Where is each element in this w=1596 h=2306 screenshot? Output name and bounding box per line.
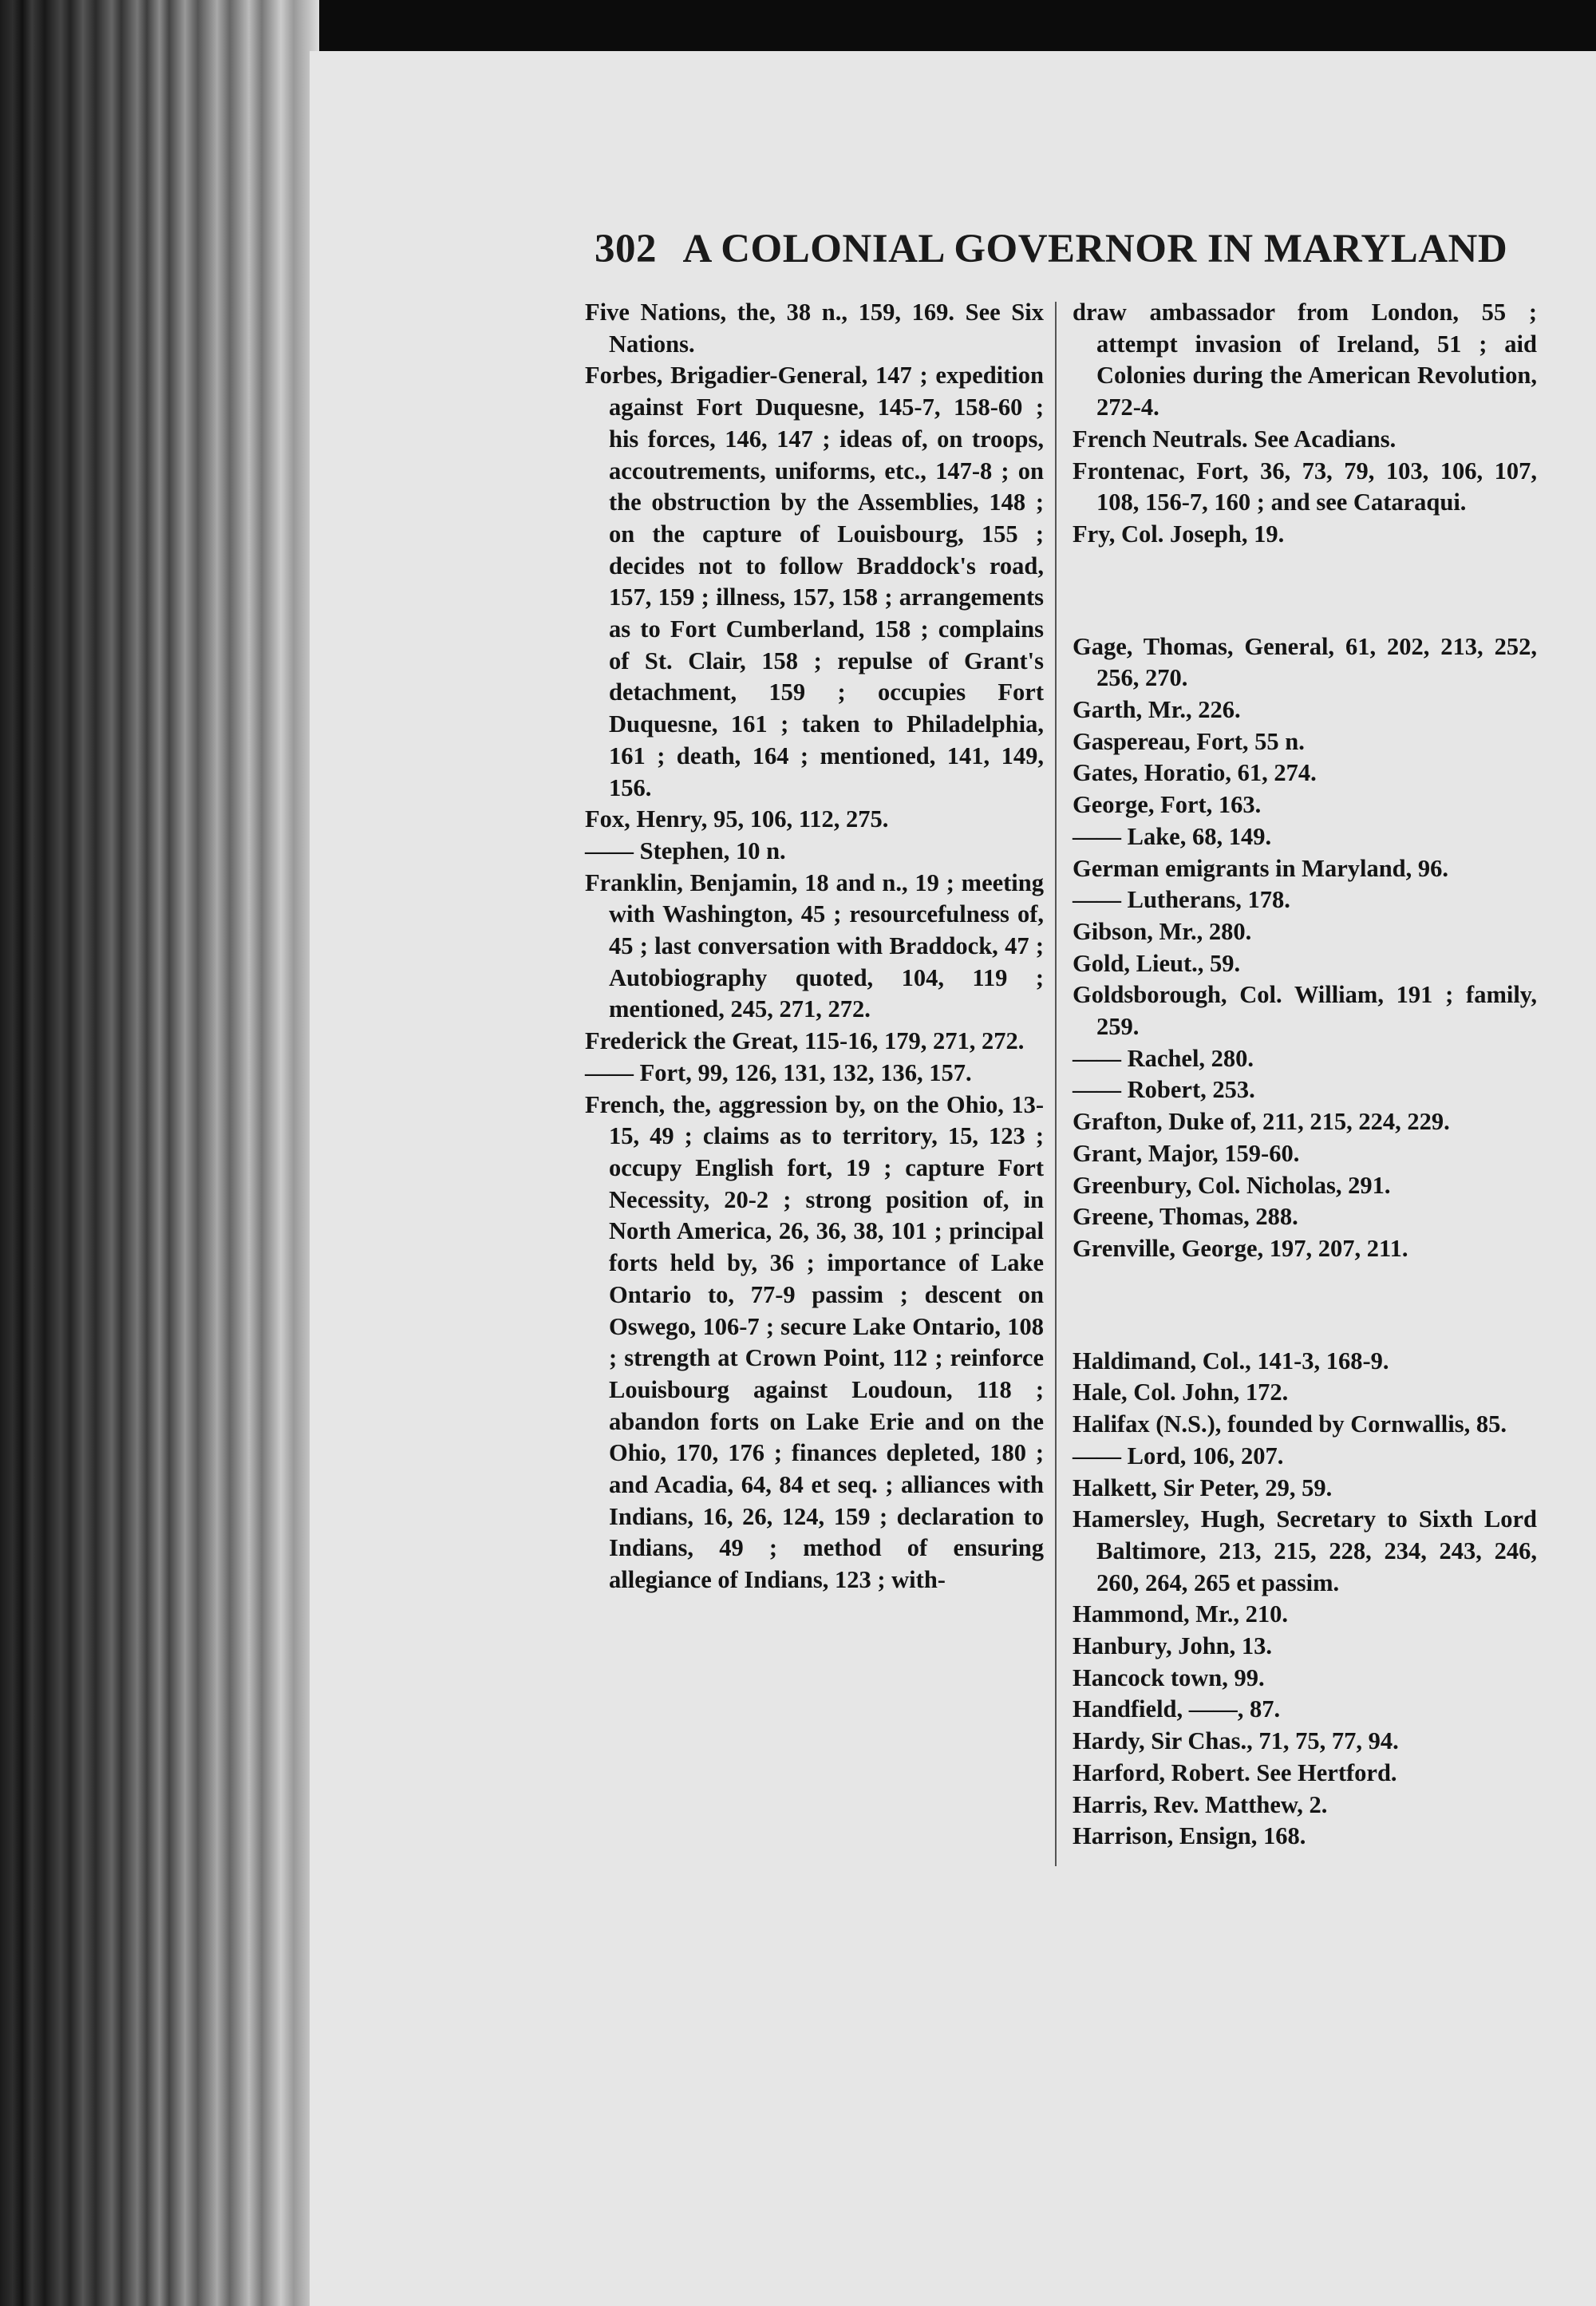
index-entry: Hanbury, John, 13.	[1073, 1632, 1273, 1660]
index-entry: Fry, Col. Joseph, 19.	[1073, 520, 1285, 548]
index-entry: Five Nations, the, 38 n., 159, 169. See Six Nations.	[585, 299, 1044, 358]
page-number: 302	[595, 227, 657, 271]
index-entry: Haldimand, Col., 141-3, 168-9.	[1073, 1347, 1389, 1375]
index-column-right	[1073, 297, 1537, 1853]
running-title: A COLONIAL GOVERNOR IN MARYLAND	[682, 227, 1508, 271]
index-section-gap	[1073, 1289, 1537, 1321]
index-entry: Goldsborough, Col. William, 191 ; family, 259.	[1073, 981, 1537, 1041]
index-entry: Franklin, Benjamin, 18 and n., 19 ; meeting with Washington, 45 ; resourcefulness of, 45 ; last conversation with Braddock, 47 ; Autobiography quoted, 104, 119 ; mentioned, 245, 271, 272.	[585, 868, 1044, 1023]
index-entry: Hamersley, Hugh, Secretary to Sixth Lord Baltimore, 213, 215, 228, 234, 243, 246, 260, 264, 265 et passim.	[1073, 1505, 1537, 1596]
index-entry: Frederick the Great, 115-16, 179, 271, 272.	[585, 1027, 1025, 1055]
index-entry: German emigrants in Maryland, 96.	[1073, 854, 1449, 882]
index-entry: —— Fort, 99, 126, 131, 132, 136, 157.	[585, 1058, 972, 1086]
index-section-gap	[1073, 575, 1537, 607]
index-entry: French, the, aggression by, on the Ohio, 13-15, 49 ; claims as to territory, 15, 123 ; occupy English fort, 19 ; capture Fort Necessity, 20-2 ; strong position of, in North America, 26, 36, 38, 101 ; principal forts held by, 36 ; importance of Lake Ontario to, 77-9 passim ; descent on Oswego, 106-7 ; secure Lake Ontario, 108 ; strength at Crown Point, 112 ; reinforce Louisbourg against Loudoun, 118 ; abandon forts on Lake Erie and on the Ohio, 170, 176 ; finances depleted, 180 ; and Acadia, 64, 84 et seq. ; alliances with Indians, 16, 26, 124, 159 ; declaration to Indians, 49 ; method of ensuring allegiance of Indians, 123 ; with-	[585, 1090, 1044, 1594]
index-entry: Hardy, Sir Chas., 71, 75, 77, 94.	[1073, 1727, 1399, 1755]
index-entry: Grafton, Duke of, 211, 215, 224, 229.	[1073, 1108, 1450, 1136]
index-column-left	[585, 297, 1044, 1596]
index-entry: —— Lord, 106, 207.	[1073, 1442, 1284, 1469]
index-entry: Harris, Rev. Matthew, 2.	[1073, 1790, 1328, 1818]
index-entry: Greenbury, Col. Nicholas, 291.	[1073, 1171, 1391, 1199]
index-entry: George, Fort, 163.	[1073, 791, 1262, 819]
index-entry: Forbes, Brigadier-General, 147 ; expedition against Fort Duquesne, 145-7, 158-60 ; his forces, 146, 147 ; ideas of, on troops, accoutrements, uniforms, etc., 147-8 ; on the obstruction by the Assemblies, 148 ; on the capture of Louisbourg, 155 ; decides not to follow Braddock's road, 157, 159 ; illness, 157, 158 ; arrangements as to Fort Cumberland, 158 ; complains of St. Clair, 158 ; repulse of Grant's detachment, 159 ; occupies Fort Duquesne, 161 ; taken to Philadelphia, 161 ; death, 164 ; mentioned, 141, 149, 156.	[585, 362, 1044, 801]
index-entry: Gaspereau, Fort, 55 n.	[1073, 727, 1305, 755]
index-entry: Halifax (N.S.), founded by Cornwallis, 85.	[1073, 1410, 1507, 1438]
index-entry: Halkett, Sir Peter, 29, 59.	[1073, 1473, 1333, 1501]
index-entry: Hale, Col. John, 172.	[1073, 1378, 1289, 1406]
index-entry: Gage, Thomas, General, 61, 202, 213, 252, 256, 270.	[1073, 632, 1537, 692]
index-entry: —— Stephen, 10 n.	[585, 837, 786, 864]
index-entry: Hancock town, 99.	[1073, 1663, 1265, 1691]
page-header	[595, 226, 1508, 272]
index-entry: Gates, Horatio, 61, 274.	[1073, 759, 1317, 787]
index-entry: Frontenac, Fort, 36, 73, 79, 103, 106, 107, 108, 156-7, 160 ; and see Cataraqui.	[1073, 457, 1537, 516]
column-divider	[1055, 302, 1057, 1866]
index-entry: draw ambassador from London, 55 ; attempt invasion of Ireland, 51 ; aid Colonies during the American Revolution, 272-4.	[1073, 299, 1537, 421]
index-entry: Grenville, George, 197, 207, 211.	[1073, 1234, 1408, 1262]
index-entry: —— Rachel, 280.	[1073, 1044, 1254, 1072]
index-entry: —— Robert, 253.	[1073, 1076, 1255, 1104]
index-entry: Grant, Major, 159-60.	[1073, 1139, 1300, 1167]
index-entry: French Neutrals. See Acadians.	[1073, 425, 1396, 453]
index-entry: Fox, Henry, 95, 106, 112, 275.	[585, 805, 889, 833]
book-spine-edge	[0, 0, 319, 2306]
index-entry: Greene, Thomas, 288.	[1073, 1203, 1298, 1231]
index-entry: Handfield, ——, 87.	[1073, 1695, 1281, 1723]
index-entry: Garth, Mr., 226.	[1073, 696, 1241, 724]
index-entry: Gold, Lieut., 59.	[1073, 949, 1241, 977]
index-entry: —— Lake, 68, 149.	[1073, 822, 1272, 850]
index-entry: Gibson, Mr., 280.	[1073, 917, 1252, 945]
index-entry: Harford, Robert. See Hertford.	[1073, 1758, 1397, 1786]
index-entry: Harrison, Ensign, 168.	[1073, 1822, 1306, 1850]
index-entry: Hammond, Mr., 210.	[1073, 1600, 1288, 1628]
index-entry: —— Lutherans, 178.	[1073, 886, 1290, 914]
